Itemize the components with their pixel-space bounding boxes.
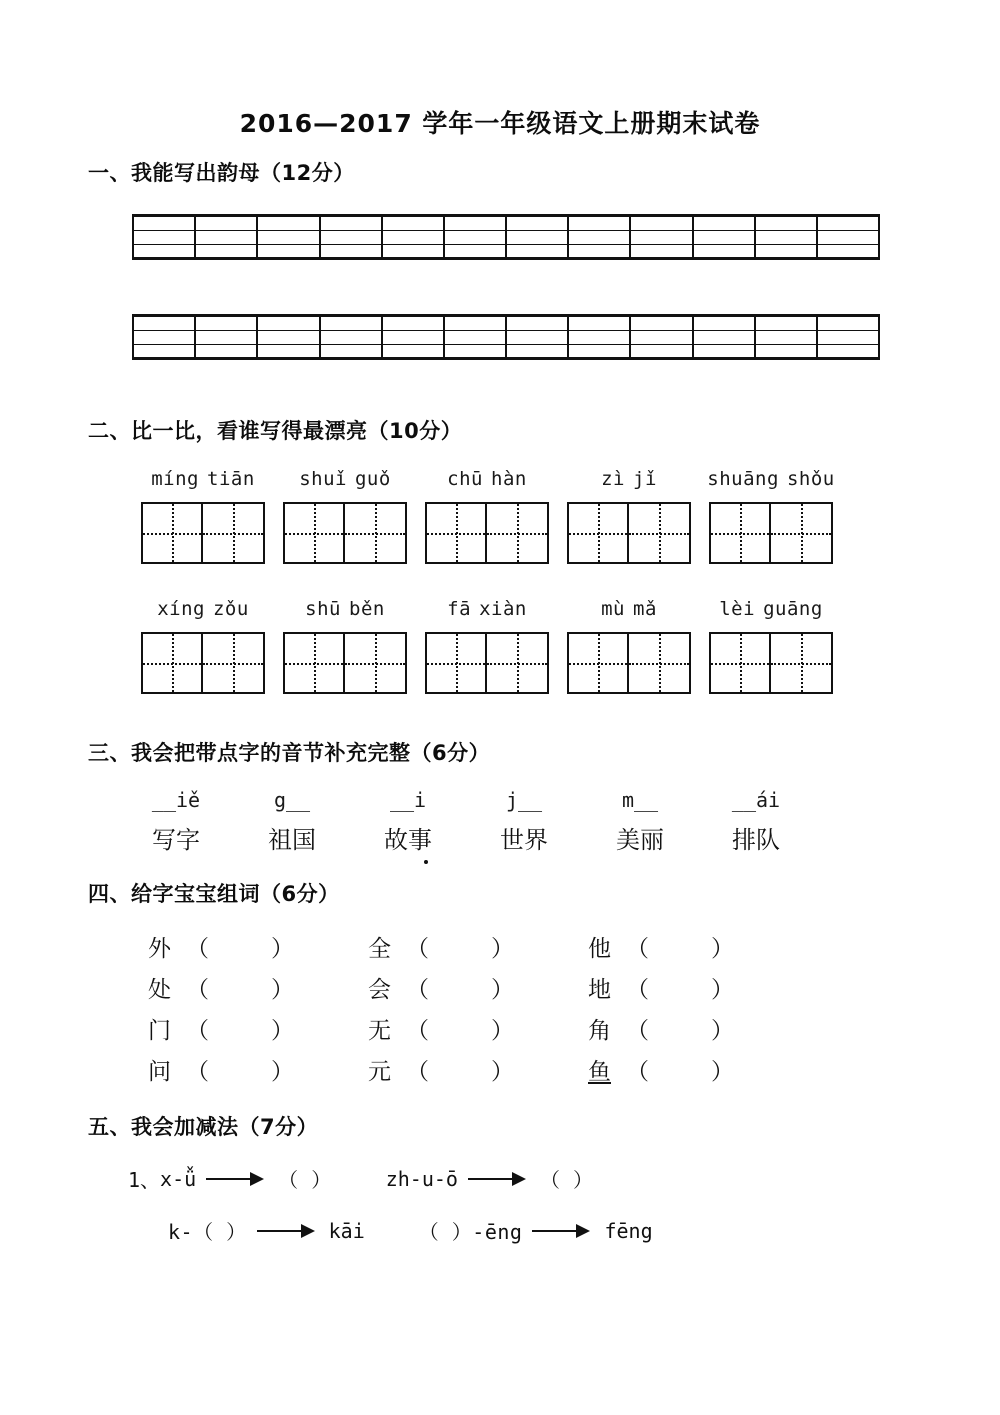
pinyin-syllable: fā [447,598,472,620]
answer-blank[interactable]: ） [271,1017,294,1043]
stave-cell[interactable] [818,217,878,257]
syllable-blank[interactable]: g__ [273,788,311,813]
pinyin-syllable: míng [151,468,199,490]
equation-left-blank[interactable]: （ ）-ēng [418,1220,523,1245]
tian-zi-ge-cell[interactable] [487,634,547,692]
make-words-item [368,930,588,963]
tian-zi-ge-cell[interactable] [569,634,629,692]
pinyin-label [558,598,700,620]
answer-blank[interactable]: ） [711,1017,734,1043]
pinyin-syllable: chū [447,468,483,490]
syllable-blank[interactable]: j__ [505,788,543,813]
stave-cell[interactable] [756,217,818,257]
tian-zi-ge[interactable] [567,502,691,564]
word-prompt: 世界 [500,828,548,855]
stave-cell[interactable] [631,317,693,357]
paren-open: （ [626,935,649,961]
pinyin-syllable: tiān [207,468,255,490]
make-words-item [148,1012,368,1045]
tian-zi-ge-cell[interactable] [711,634,771,692]
equation-answer-blank[interactable]: （ ） [278,1168,332,1193]
section-1-heading: 一、我能写出韵母（12分） [88,160,355,185]
paren-open: （ [186,1017,209,1043]
pinyin-label [700,468,842,490]
tian-zi-ge-cell[interactable] [345,634,405,692]
stave-cell[interactable] [694,217,756,257]
prompt-character: 元 [368,1058,391,1084]
tian-zi-ge[interactable] [283,502,407,564]
tian-zi-ge[interactable] [709,502,833,564]
stave-cell[interactable] [818,317,878,357]
stave-cell[interactable] [694,317,756,357]
stave-cell[interactable] [258,317,320,357]
syllable-blank[interactable]: __ái [731,788,781,813]
tian-zi-ge-cell[interactable] [203,634,263,692]
prompt-character: 问 [148,1058,171,1084]
make-words-row [148,1008,808,1049]
tian-zi-ge-cell[interactable] [285,634,345,692]
pinyin-syllable: mǎ [633,598,657,620]
character-box-row-2 [132,632,844,694]
equation-left: x-ǚ [160,1166,197,1191]
syllable-blank-row [118,788,818,812]
tian-zi-ge-cell[interactable] [203,504,263,562]
word-prompt-row [118,820,818,855]
section-4-heading: 四、给字宝宝组词（6分） [88,882,340,907]
character-box-row-1 [132,502,844,564]
tian-zi-ge[interactable] [709,632,833,694]
item-number: 1、 [128,1168,161,1193]
answer-blank[interactable]: ） [711,1058,734,1084]
page-title: 2016—2017 学年一年级语文上册期末试卷 [239,109,761,138]
word-prompt: 祖国 [268,828,316,855]
character-box-slot [416,632,558,694]
equation-4 [419,1216,653,1245]
tian-zi-ge-cell[interactable] [143,504,203,562]
prompt-character: 处 [148,976,171,1002]
make-words-item [588,971,808,1004]
answer-blank[interactable]: ） [711,935,734,961]
pinyin-label [274,468,416,490]
make-words-item [148,971,368,1004]
prompt-character: 外 [148,935,171,961]
pinyin-label-row-1 [132,468,844,490]
equation-row-1 [128,1156,1000,1202]
tian-zi-ge[interactable] [567,632,691,694]
arrow-right-icon [532,1224,594,1238]
pinyin-syllable: shū [305,598,341,620]
answer-blank[interactable]: ） [271,935,294,961]
stave-cell[interactable] [569,317,631,357]
tian-zi-ge-cell[interactable] [427,504,487,562]
arrow-right-icon [206,1172,268,1186]
answer-blank[interactable]: ） [711,976,734,1002]
stave-cell[interactable] [258,217,320,257]
pinyin-syllable: běn [349,598,385,620]
make-words-item [588,1053,808,1086]
pinyin-label [558,468,700,490]
pinyin-syllable: guāng [763,598,823,620]
stave-cell[interactable] [383,317,445,357]
syllable-blank[interactable]: m__ [621,788,659,813]
section-2-heading: 二、比一比，看谁写得最漂亮（10分） [88,418,463,443]
section-3-heading: 三、我会把带点字的音节补充完整（6分） [88,741,491,765]
syllable-blank[interactable]: __iě [151,788,201,813]
answer-blank[interactable]: ） [271,976,294,1002]
equation-2 [386,1164,594,1193]
make-words-grid [148,926,808,1090]
make-words-item [368,1053,588,1086]
tian-zi-ge-cell[interactable] [771,634,831,692]
make-words-item [148,1053,368,1086]
pinyin-syllable: hàn [491,468,527,490]
prompt-character: 全 [368,935,391,961]
pinyin-syllable: xiàn [479,598,527,620]
equation-row-2 [168,1208,1000,1254]
tian-zi-ge[interactable] [425,502,549,564]
pinyin-label [132,468,274,490]
equation-right: kāi [328,1218,365,1243]
character-box-slot [700,632,842,694]
tian-zi-ge-cell[interactable] [629,504,689,562]
pinyin-label [700,598,842,620]
equation-left: zh-u-ō [385,1166,458,1191]
tian-zi-ge[interactable] [141,632,265,694]
make-words-item [588,1012,808,1045]
prompt-character: 鱼 [588,1058,611,1084]
prompt-character: 会 [368,976,391,1002]
tian-zi-ge-cell[interactable] [427,634,487,692]
character-box-slot [416,502,558,564]
pinyin-stave-row-2[interactable] [132,314,880,360]
stave-cell[interactable] [196,317,258,357]
stave-cell[interactable] [134,317,196,357]
stave-cell[interactable] [196,217,258,257]
tian-zi-ge-cell[interactable] [771,504,831,562]
pinyin-syllable: zì [601,468,625,490]
tian-zi-ge-cell[interactable] [629,634,689,692]
make-words-item [148,930,368,963]
tian-zi-ge-cell[interactable] [143,634,203,692]
paren-open: （ [186,1058,209,1084]
make-words-row [148,926,808,967]
stave-cell[interactable] [383,217,445,257]
word-prompt: 美丽 [616,828,664,855]
answer-blank[interactable]: ） [491,1058,514,1084]
paren-open: （ [406,1017,429,1043]
prompt-character: 地 [588,976,611,1002]
prompt-character: 他 [588,935,611,961]
paren-open: （ [626,1017,649,1043]
word-prompt: 写字 [152,828,200,855]
emphasis-dot-icon [424,860,428,864]
tian-zi-ge-cell[interactable] [285,504,345,562]
character-box-slot [558,502,700,564]
pinyin-syllable: jǐ [633,468,657,490]
answer-blank[interactable]: ） [491,935,514,961]
make-words-row [148,1049,808,1090]
equation-answer-blank[interactable]: （ ） [539,1168,594,1193]
stave-cell[interactable] [445,217,507,257]
stave-cell[interactable] [507,217,569,257]
character-box-slot [132,632,274,694]
pinyin-syllable: zǒu [212,598,249,620]
character-box-slot [700,502,842,564]
word-prompt [350,820,466,855]
paren-open: （ [626,1058,649,1084]
equation-1 [160,1164,332,1193]
make-words-item [368,971,588,1004]
pinyin-syllable: lèi [719,598,756,620]
character-box-slot [274,632,416,694]
answer-blank[interactable]: ） [271,1058,294,1084]
paren-open: （ [626,976,649,1002]
character-box-slot [558,632,700,694]
pinyin-label [416,598,558,620]
stave-cell[interactable] [756,317,818,357]
make-words-item [368,1012,588,1045]
pinyin-syllable: xíng [157,598,205,620]
answer-blank[interactable]: ） [491,1017,514,1043]
paren-open: （ [406,935,429,961]
tian-zi-ge[interactable] [141,502,265,564]
make-words-row [148,967,808,1008]
stave-cell[interactable] [321,317,383,357]
pinyin-stave-row-1[interactable] [132,214,880,260]
make-words-item [588,930,808,963]
section-5-heading: 五、我会加减法（7分） [88,1114,319,1139]
word-prompt-text: 故事 [384,828,432,855]
stave-cell[interactable] [569,217,631,257]
pinyin-stave-group [132,214,880,360]
prompt-character: 角 [588,1017,611,1043]
tian-zi-ge-cell[interactable] [569,504,629,562]
pinyin-label [274,598,416,620]
pinyin-syllable: shuāng [707,468,779,490]
pinyin-label [416,468,558,490]
pinyin-label-row-2 [132,598,844,620]
paren-open: （ [406,976,429,1002]
pinyin-label [132,598,274,620]
equation-right: fēng [604,1218,653,1243]
tian-zi-ge-cell[interactable] [345,504,405,562]
stave-cell[interactable] [134,217,196,257]
character-box-slot [132,502,274,564]
pinyin-syllable: shǒu [786,468,835,490]
paren-open: （ [186,976,209,1002]
word-prompt: 排队 [732,828,780,855]
stave-cell[interactable] [321,217,383,257]
stave-cell[interactable] [631,217,693,257]
pinyin-syllable: shuǐ [299,468,347,490]
paren-open: （ [186,935,209,961]
syllable-blank[interactable]: __i [389,788,427,813]
pinyin-syllable: guǒ [354,468,391,490]
equation-left-blank[interactable]: k-（ ） [168,1220,247,1245]
answer-blank[interactable]: ） [491,976,514,1002]
stave-cell[interactable] [445,317,507,357]
arrow-right-icon [468,1172,530,1186]
paren-open: （ [406,1058,429,1084]
tian-zi-ge-cell[interactable] [711,504,771,562]
stave-cell[interactable] [507,317,569,357]
arrow-right-icon [257,1224,319,1238]
pinyin-syllable: mù [601,598,625,620]
tian-zi-ge-cell[interactable] [487,504,547,562]
tian-zi-ge[interactable] [425,632,549,694]
character-box-slot [274,502,416,564]
tian-zi-ge[interactable] [283,632,407,694]
prompt-character: 无 [368,1017,391,1043]
prompt-character: 门 [148,1017,171,1043]
equation-3 [168,1216,365,1245]
